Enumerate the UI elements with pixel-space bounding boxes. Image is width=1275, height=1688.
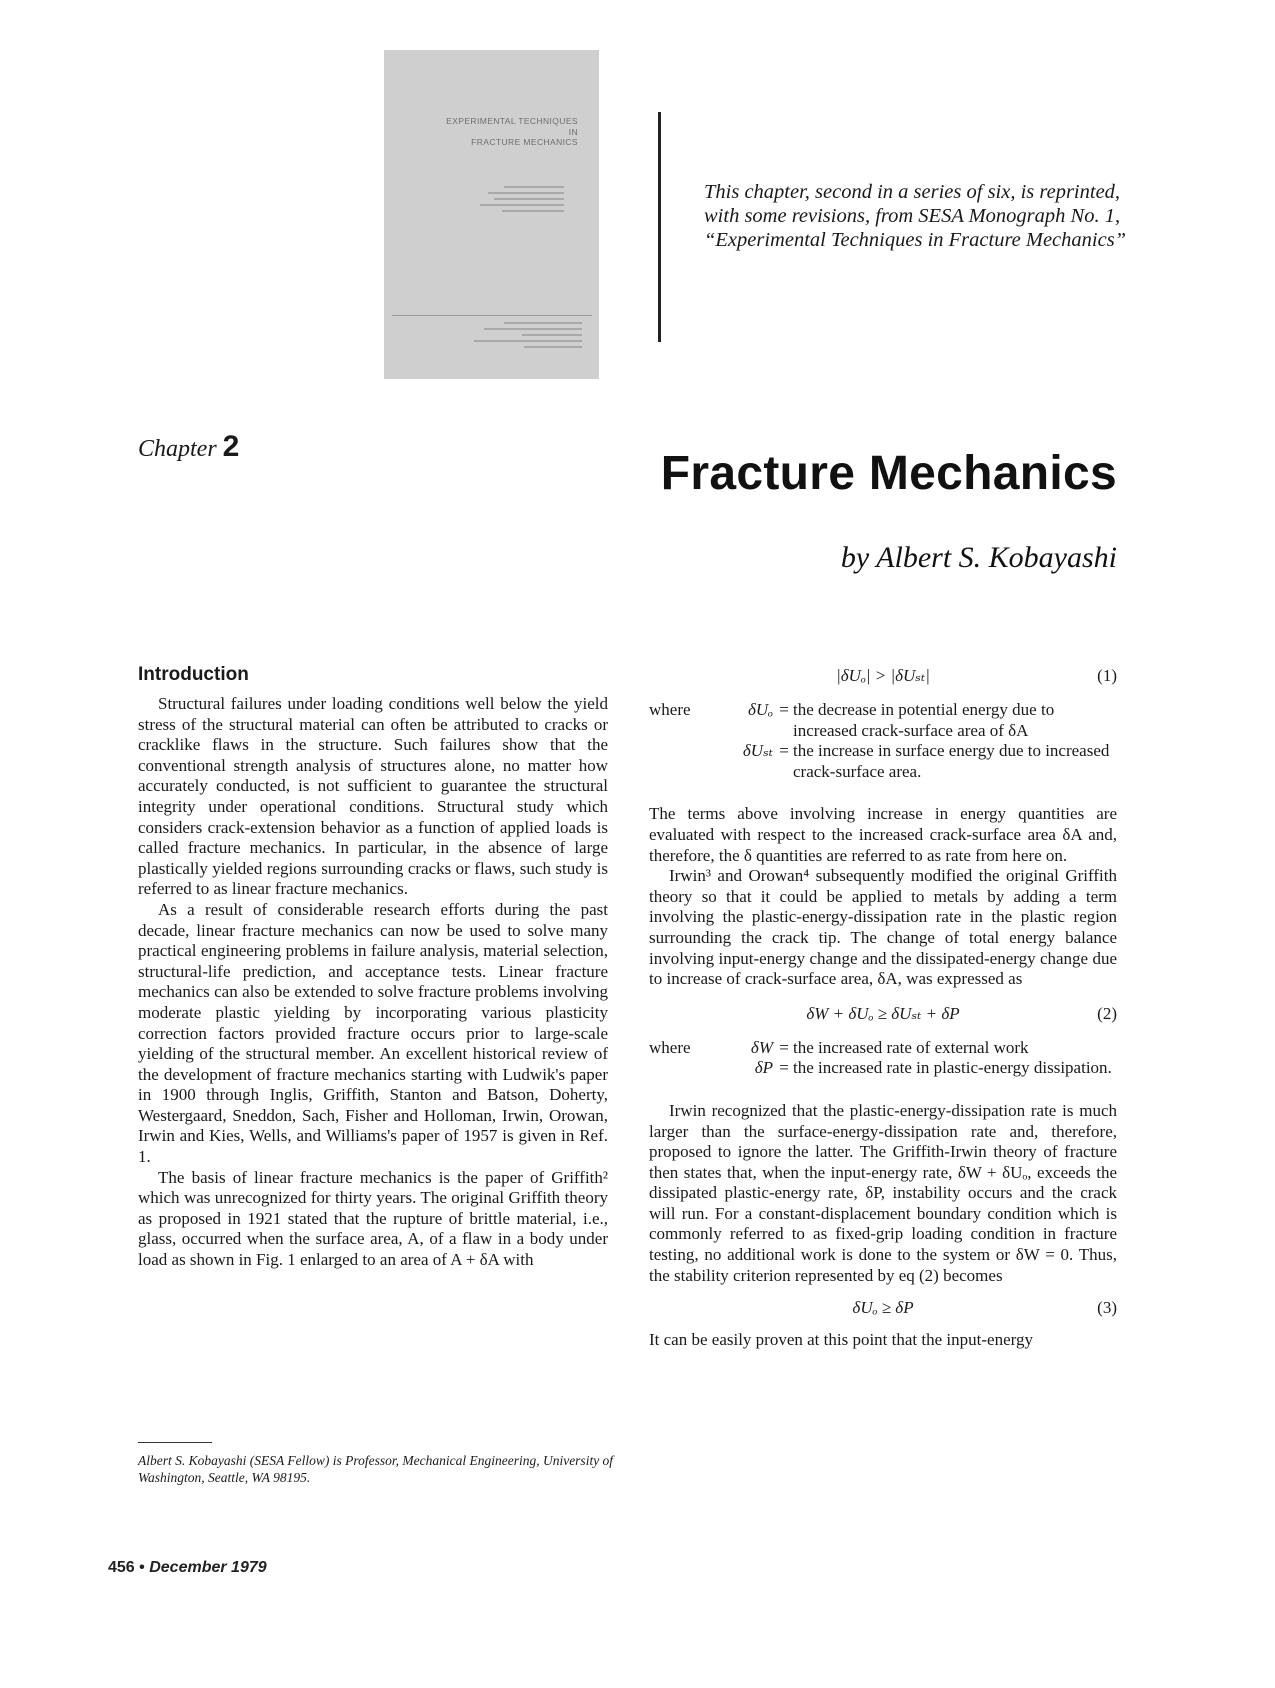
cover-fine-print — [524, 346, 582, 348]
equation-number: (1) — [1097, 666, 1117, 685]
variable-symbol: δW — [750, 1037, 773, 1057]
equation-expression: |δUₒ| > |δUₛₜ| — [836, 666, 930, 685]
variable-symbol: δUₛₜ — [742, 741, 773, 761]
body-paragraph: Irwin³ and Orowan⁴ subsequently modified the original Griffith theory so that it could be applied to metals by adding a term involving the plastic-energy-dissipation rate in the plastic region surrounding the crack tip. The change of total energy balance involving input-energy change and the dissipated-energy change due to increase of crack-surface area, δA, was expressed as — [649, 866, 1117, 989]
variable-definition: the increased rate in plastic-energy dissipation. — [793, 1058, 1112, 1078]
cover-fine-print — [502, 210, 564, 212]
body-paragraph: It can be easily proven at this point that the input-energy — [649, 1330, 1033, 1350]
where-label — [649, 741, 709, 782]
article-title: Fracture Mechanics — [660, 447, 1117, 500]
variable-definition: the decrease in potential energy due to increased crack-surface area of δA — [793, 700, 1055, 740]
page-number: 456 — [108, 1559, 135, 1576]
equation-expression: δUₒ ≥ δP — [852, 1298, 914, 1318]
variable-symbol: δP — [754, 1058, 773, 1078]
equation-number: (2) — [1097, 1003, 1117, 1023]
equals-sign: = — [779, 1058, 789, 1078]
chapter-label — [138, 430, 239, 464]
where-label: where — [649, 1037, 691, 1057]
vertical-rule — [658, 112, 661, 342]
equals-sign: = — [779, 741, 789, 761]
variable-definitions-1 — [649, 700, 1117, 782]
cover-fine-print — [488, 192, 564, 194]
variable-definition: the increased rate of external work — [793, 1037, 1029, 1057]
chapter-number: 2 — [222, 430, 240, 463]
cover-fine-print — [480, 204, 564, 206]
equation-3 — [649, 1296, 1117, 1320]
cover-fine-print — [494, 198, 564, 200]
cover-title — [408, 116, 578, 148]
cover-fine-print — [474, 340, 582, 342]
page-folio — [108, 1559, 267, 1577]
equals-sign: = — [779, 700, 789, 719]
where-label: where — [649, 700, 691, 719]
cover-fine-print — [484, 328, 582, 330]
right-column — [649, 664, 1117, 1351]
equation-2 — [649, 1002, 1117, 1026]
left-column — [138, 664, 608, 1271]
reprint-note: This chapter, second in a series of six, is reprinted, with some revisions, from SESA Monograph No. 1, “Experimental Techniques in Fracture Mechanics” — [704, 181, 1127, 251]
cover-fine-print — [504, 186, 564, 188]
equation-expression: δW + δUₒ ≥ δUₛₜ + δP — [806, 1003, 960, 1023]
equation-number: (3) — [1097, 1298, 1117, 1318]
body-paragraph: As a result of considerable research efforts during the past decade, linear fracture mechanics can now be used to solve many practical engineering problems in failure analysis, material selection, structural-life prediction, and acceptance tests. Linear fracture mechanics can also be extended to solve fracture problems involving moderate plastic yielding by incorporating various plasticity correction factors provided fracture occurs prior to large-scale yielding of the structural member. An excellent historical review of the development of fracture mechanics starting with Ludwik's paper in 1900 through Inglis, Griffith, Stanton and Batson, Doherty, Westergaard, Sneddon, Sach, Fisher and Holloman, Irwin, Orowan, Irwin and Kies, Wells, and Williams's paper of 1957 is given in Ref. 1. — [138, 899, 608, 1167]
issue-date: December 1979 — [149, 1559, 267, 1576]
cover-title-line: EXPERIMENTAL TECHNIQUES — [446, 116, 578, 126]
where-label — [649, 1058, 709, 1079]
section-heading: Introduction — [138, 664, 249, 685]
cover-title-line: FRACTURE MECHANICS — [471, 137, 578, 147]
cover-fine-print — [522, 334, 582, 336]
cover-divider — [392, 315, 592, 316]
equation-1 — [649, 664, 1117, 688]
monograph-cover-image — [384, 50, 599, 379]
variable-definitions-2 — [649, 1038, 1117, 1079]
body-paragraph: Irwin recognized that the plastic-energy-dissipation rate is much larger than the surface-energy-dissipation rate and, therefore, proposed to ignore the latter. The Griffith-Irwin theory of fracture then states that, when the input-energy rate, δW + δUₒ, exceeds the dissipated plastic-energy rate, δP, instability occurs and the crack will run. For a constant-displacement boundary condition which is commonly referred to as fixed-grip loading condition in fracture testing, no additional work is done to the system or δW = 0. Thus, the stability criterion represented by eq (2) becomes — [649, 1100, 1117, 1285]
equals-sign: = — [779, 1037, 789, 1057]
footnote-rule — [138, 1442, 212, 1443]
variable-definition: the increase in surface energy due to increased crack-surface area. — [793, 741, 1110, 781]
body-paragraph: The basis of linear fracture mechanics is the paper of Griffith² which was unrecognized for thirty years. The original Griffith theory as proposed in 1921 stated that the rupture of brittle material, i.e., glass, occurred when the surface area, A, of a flaw in a body under load as shown in Fig. 1 enlarged to an area of A + δA with — [138, 1167, 608, 1270]
cover-fine-print — [504, 322, 582, 324]
cover-title-line: IN — [568, 126, 578, 137]
body-paragraph: Structural failures under loading conditions well below the yield stress of the structural material can often be attributed to cracks or cracklike flaws in the structure. Such failures show that the conventional strength analysis of structures alone, no matter how accurately conducted, is not sufficient to guarantee the structural integrity under operational conditions. Structural study which considers crack-extension behavior as a function of applied loads is called fracture mechanics. In particular, in the absence of large plastically yielded regions surrounding cracks or flaws, such study is referred to as linear fracture mechanics. — [138, 694, 608, 899]
chapter-word: Chapter — [138, 436, 217, 462]
variable-symbol: δUₒ — [747, 700, 773, 719]
body-paragraph: The terms above involving increase in energy quantities are evaluated with respect to the increased crack-surface area δA and, therefore, the δ quantities are referred to as rate from here on. — [649, 804, 1117, 865]
author-byline: by Albert S. Kobayashi — [840, 541, 1117, 574]
folio-bullet: • — [139, 1559, 145, 1576]
author-footnote: Albert S. Kobayashi (SESA Fellow) is Professor, Mechanical Engineering, University of Washington, Seattle, WA 98195. — [138, 1453, 614, 1485]
